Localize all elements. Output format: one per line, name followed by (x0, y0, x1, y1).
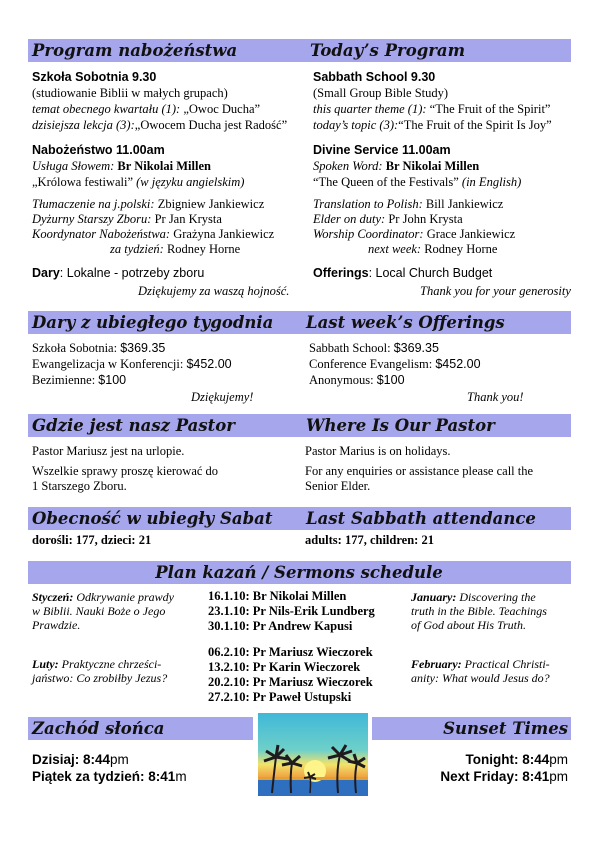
theme-value-en: “The Fruit of the Spirit” (429, 102, 551, 116)
feb-theme-pl (32, 657, 167, 685)
sermon-date: 27.2.10: (208, 690, 250, 704)
elder-value-pl: Pr Jan Krysta (154, 212, 222, 226)
attendance-value-pl: dorośli: 177, dzieci: 21 (32, 533, 152, 547)
word-value-pl: Br Nikolai Millen (117, 159, 211, 173)
next-friday-suffix-pl: m (175, 769, 187, 784)
sunset-today-en (372, 752, 568, 768)
next-week-pl (110, 242, 240, 258)
sermon-date: 13.2.10: (208, 660, 250, 674)
sunset-next-pl (32, 769, 187, 785)
spoken-word-en (313, 159, 479, 175)
sunset-title-en: Sunset Times (443, 719, 568, 738)
offering-value: $452.00 (435, 357, 481, 371)
offering-label: Conference Evangelism: (309, 357, 436, 371)
feb-text1-pl: Praktyczne chrześci- (58, 657, 162, 671)
offering-value: $369.35 (120, 341, 166, 355)
divine-service-title-pl: Nabożeństwo 11.00am (32, 143, 165, 157)
coord-label-pl: Koordynator Nabożeństwa: (32, 227, 174, 241)
sabbath-school-sub-pl: (studiowanie Biblii w małych grupach) (32, 86, 228, 100)
sermon-row (208, 589, 346, 605)
sermon-speaker: Pr Andrew Kapusi (252, 619, 353, 633)
pastor-line2a-en: For any enquiries or assistance please call the (305, 464, 534, 478)
attendance-title-en: Last Sabbath attendance (306, 509, 536, 528)
jan-text3-pl: Prawdzie. (32, 618, 81, 632)
thanks-pl: Dziękujemy za waszą hojność. (138, 284, 290, 298)
pastor-line2b-pl: 1 Starszego Zboru. (32, 479, 127, 493)
sermon-row (208, 604, 375, 620)
trans-value-en: Bill Jankiewicz (425, 197, 504, 211)
off-label-en: Offerings (313, 266, 369, 280)
coord-value-pl: Grażyna Jankiewicz (173, 227, 275, 241)
word-value-en: Br Nikolai Millen (385, 159, 480, 173)
next-value-pl: Rodney Horne (166, 242, 241, 256)
theme-label-pl: temat obecnego kwartału (1): (32, 102, 181, 116)
jan-theme-pl (32, 590, 174, 632)
offering-label: Anonymous: (309, 373, 377, 387)
sermon-speaker: Pr Karin Wieczorek (252, 660, 361, 674)
topic-line-en (313, 118, 552, 134)
offering-row (309, 357, 481, 373)
elder-label-pl: Dyżurny Starszy Zboru: (32, 212, 155, 226)
thanks-en: Thank you for your generosity (420, 284, 571, 298)
jan-text2-en: truth in the Bible. Teachings (411, 604, 547, 618)
offering-row (32, 357, 232, 373)
feb-label-pl: Luty: (32, 657, 59, 671)
today-suffix-pl: pm (110, 752, 129, 767)
jan-text1-en: Discovering the (456, 590, 536, 604)
feb-label-en: February: (411, 657, 462, 671)
sermon-date: 20.2.10: (208, 675, 250, 689)
coord-label-en: Worship Coordinator: (313, 227, 427, 241)
offering-value: $369.35 (393, 341, 439, 355)
sermon-row (208, 619, 352, 635)
sermon-speaker: Pr Paweł Ustupski (252, 690, 352, 704)
today-value-pl: 8:44 (83, 752, 111, 767)
program-title-en: Today’s Program (310, 41, 466, 60)
sermon-title-en (313, 175, 521, 191)
sermon-row (208, 690, 351, 706)
sermon-date: 06.2.10: (208, 645, 250, 659)
theme-label-en: this quarter theme (1): (313, 102, 430, 116)
topic-label-pl: dzisiejsza lekcja (3): (32, 118, 135, 132)
word-label-en: Spoken Word: (313, 159, 386, 173)
sermon-speaker: Pr Mariusz Wieczorek (252, 675, 373, 689)
next-label-pl: za tydzień: (110, 242, 167, 256)
coordinator-en (313, 227, 515, 243)
pastor-title-en: Where Is Our Pastor (306, 416, 495, 435)
divine-service-title-en: Divine Service 11.00am (313, 143, 451, 157)
offering-value: $100 (376, 373, 405, 387)
feb-text2-pl: jaństwo: Co zrobiłby Jezus? (32, 671, 168, 685)
offerings-thanks-pl: Dziękujemy! (191, 390, 254, 404)
offering-label: Szkoła Sobotnia: (32, 341, 121, 355)
sermon-row (208, 645, 373, 661)
theme-line-pl (32, 102, 260, 118)
attendance-value-en: adults: 177, children: 21 (305, 533, 434, 547)
offering-label: Ewangelizacja w Konferencji: (32, 357, 187, 371)
sunset-palms-illustration (258, 713, 368, 796)
word-label-pl: Usługa Słowem: (32, 159, 118, 173)
offering-row (309, 341, 439, 357)
feb-theme-en (411, 657, 550, 685)
off-value-en: : Local Church Budget (368, 266, 493, 280)
sermon-date: 23.1.10: (208, 604, 250, 618)
pastor-line1-pl: Pastor Mariusz jest na urlopie. (32, 444, 185, 458)
next-friday-suffix-en: pm (549, 769, 568, 784)
sermon-row (208, 660, 360, 676)
sermon-note-pl: (w języku angielskim) (133, 175, 245, 189)
offering-row (309, 373, 405, 389)
next-friday-value-en: 8:41 (522, 769, 550, 784)
jan-text1-pl: Odkrywanie prawdy (73, 590, 174, 604)
sermon-speaker: Pr Nils-Erik Lundberg (252, 604, 375, 618)
sermon-speaker: Br Nikolai Millen (252, 589, 347, 603)
topic-value-en: “The Fruit of the Spirit Is Joy” (398, 118, 552, 132)
elder-en (313, 212, 463, 228)
elder-label-en: Elder on duty: (313, 212, 389, 226)
topic-label-en: today’s topic (3): (313, 118, 399, 132)
next-friday-value-pl: 8:41 (148, 769, 176, 784)
trans-label-pl: Tłumaczenie na j.polski: (32, 197, 158, 211)
offerings-title-en: Last week’s Offerings (306, 313, 505, 332)
trans-value-pl: Zbigniew Jankiewicz (157, 197, 265, 211)
sermon-date: 16.1.10: (208, 589, 250, 603)
attendance-title-pl: Obecność w ubiegły Sabat (32, 509, 273, 528)
coord-value-en: Grace Jankiewicz (426, 227, 516, 241)
jan-text2-pl: w Biblii. Nauki Boże o Jego (32, 604, 166, 618)
pastor-line2a-pl: Wszelkie sprawy proszę kierować do (32, 464, 219, 478)
sermon-note-en: (in English) (458, 175, 522, 189)
offerings-line-pl (32, 266, 204, 282)
offering-row (32, 341, 165, 357)
theme-line-en (313, 102, 550, 118)
sermon-name-en: “The Queen of the Festivals” (313, 175, 459, 189)
tonight-suffix-en: pm (549, 752, 568, 767)
sunset-today-pl (32, 752, 129, 768)
sunset-title-pl: Zachód słońca (32, 719, 165, 738)
sunset-image (258, 713, 368, 796)
offering-value: $452.00 (186, 357, 232, 371)
sermon-row (208, 675, 373, 691)
next-value-en: Rodney Horne (424, 242, 498, 256)
next-label-en: next week: (368, 242, 425, 256)
off-value-pl: : Lokalne - potrzeby zboru (59, 266, 205, 280)
next-friday-label-pl: Piątek za tydzień: (32, 769, 149, 784)
offering-row (32, 373, 126, 389)
translation-pl (32, 197, 264, 213)
theme-value-pl: „Owoc Ducha” (180, 102, 261, 116)
tonight-value-en: 8:44 (522, 752, 550, 767)
jan-theme-en (411, 590, 547, 632)
sermons-title: Plan kazań / Sermons schedule (155, 563, 443, 582)
coordinator-pl (32, 227, 274, 243)
sermon-speaker: Pr Mariusz Wieczorek (252, 645, 373, 659)
program-title-pl: Program nabożeństwa (32, 41, 238, 60)
pastor-line2b-en: Senior Elder. (305, 479, 371, 493)
offering-value: $100 (98, 373, 127, 387)
offerings-thanks-en: Thank you! (467, 390, 524, 404)
feb-text2-en: anity: What would Jesus do? (411, 671, 550, 685)
next-friday-label-en: Next Friday: (440, 769, 523, 784)
sabbath-school-sub-en: (Small Group Bible Study) (313, 86, 449, 100)
sermon-name-pl: „Królowa festiwali” (32, 175, 134, 189)
sermon-title-pl (32, 175, 244, 191)
offerings-title-pl: Dary z ubiegłego tygodnia (32, 313, 274, 332)
topic-value-pl: „Owocem Ducha jest Radość” (134, 118, 288, 132)
next-week-en (368, 242, 497, 258)
jan-text3-en: of God about His Truth. (411, 618, 527, 632)
jan-label-en: January: (411, 590, 457, 604)
trans-label-en: Translation to Polish: (313, 197, 426, 211)
jan-label-pl: Styczeń: (32, 590, 74, 604)
off-label-pl: Dary (32, 266, 60, 280)
tonight-label-en: Tonight: (465, 752, 523, 767)
sabbath-school-title-pl: Szkoła Sobotnia 9.30 (32, 70, 157, 84)
feb-text1-en: Practical Christi- (461, 657, 550, 671)
elder-value-en: Pr John Krysta (388, 212, 463, 226)
topic-line-pl (32, 118, 287, 134)
pastor-title-pl: Gdzie jest nasz Pastor (32, 416, 235, 435)
offering-label: Sabbath School: (309, 341, 394, 355)
today-label-pl: Dzisiaj: (32, 752, 84, 767)
sermon-date: 30.1.10: (208, 619, 250, 633)
sabbath-school-title-en: Sabbath School 9.30 (313, 70, 436, 84)
spoken-word-pl (32, 159, 211, 175)
translation-en (313, 197, 503, 213)
sunset-next-en (372, 769, 568, 785)
offerings-line-en (313, 266, 492, 282)
offering-label: Bezimienne: (32, 373, 99, 387)
elder-pl (32, 212, 222, 228)
pastor-line1-en: Pastor Marius is on holidays. (305, 444, 451, 458)
